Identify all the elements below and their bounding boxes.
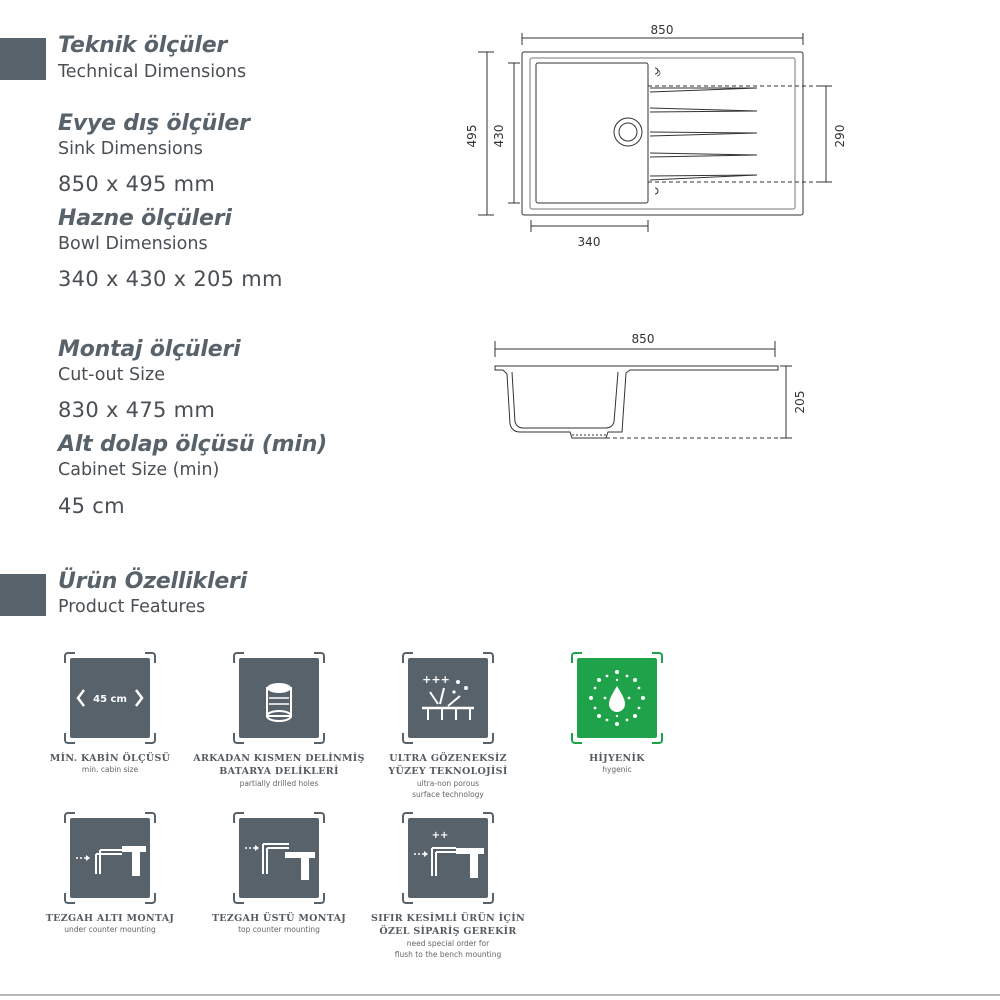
top-width-label: 850 — [650, 23, 674, 37]
bottom-divider — [0, 994, 1000, 996]
sink-dimensions-value: 850 x 495 mm — [58, 172, 216, 196]
cutout-title-tr: Montaj ölçüleri — [58, 337, 241, 362]
feature-subtitle-line1: ultra-non porous — [416, 779, 480, 788]
technical-title-tr: Teknik ölçüler — [58, 33, 228, 58]
cabinet-size-value: 45 cm — [58, 494, 125, 518]
feature-subtitle-line2: surface technology — [412, 790, 484, 799]
sink-top-view-drawing — [460, 15, 860, 265]
feature-title-line1: ULTRA GÖZENEKSİZ — [389, 753, 507, 764]
section-marker-features — [0, 574, 46, 616]
hygienic-icon — [577, 658, 657, 738]
sink-side-view-drawing — [480, 325, 820, 455]
feature-subtitle: hygenic — [602, 765, 632, 774]
svg-text:++: ++ — [431, 830, 449, 841]
feature-title-line2: ÖZEL SİPARİŞ GEREKİR — [379, 926, 517, 937]
feature-title: TEZGAH ALTI MONTAJ — [45, 913, 175, 924]
side-width-label: 850 — [631, 332, 655, 346]
cutout-size-value: 830 x 475 mm — [58, 398, 216, 422]
feature-title: HİJYENİK — [589, 753, 645, 764]
feature-subtitle: min. cabin size — [81, 765, 139, 774]
feature-title: MİN. KABİN ÖLÇÜSÜ — [49, 753, 171, 764]
cabinet-45cm-icon — [70, 658, 150, 738]
drilled-holes-icon — [239, 658, 319, 738]
technical-title-en: Technical Dimensions — [58, 62, 247, 82]
non-porous-surface-icon — [408, 658, 488, 738]
feature-title-line1: ARKADAN KISMEN DELİNMİŞ — [193, 753, 365, 764]
section-marker-technical — [0, 38, 46, 80]
features-title-en: Product Features — [58, 597, 206, 617]
feature-subtitle: top counter mounting — [238, 925, 320, 934]
bowl-title-en: Bowl Dimensions — [58, 234, 208, 254]
feature-title-line1: SIFIR KESİMLİ ÜRÜN İÇİN — [371, 913, 525, 924]
sink-title-tr: Evye dış ölçüler — [58, 111, 250, 136]
bowl-title-tr: Hazne ölçüleri — [58, 206, 232, 231]
feature-title: TEZGAH ÜSTÜ MONTAJ — [211, 913, 347, 924]
feature-subtitle-line2: flush to the bench mounting — [394, 950, 502, 959]
feature-subtitle-line1: need special order for — [406, 939, 490, 948]
side-depth-label: 205 — [793, 390, 807, 414]
flush-mounting-icon — [408, 818, 488, 898]
bowl-width-label: 340 — [577, 235, 601, 249]
sink-title-en: Sink Dimensions — [58, 139, 203, 159]
under-counter-mounting-icon — [70, 818, 150, 898]
top-counter-mounting-icon — [239, 818, 319, 898]
cutout-title-en: Cut-out Size — [58, 365, 165, 385]
cabinet-icon-label: 45 cm — [93, 694, 127, 705]
bowl-height-label: 430 — [492, 124, 506, 148]
feature-subtitle: under counter mounting — [64, 925, 156, 934]
drainer-height-label: 290 — [833, 124, 847, 148]
features-title-tr: Ürün Özellikleri — [58, 569, 248, 594]
cabinet-title-en: Cabinet Size (min) — [58, 460, 220, 480]
bowl-dimensions-value: 340 x 430 x 205 mm — [58, 267, 283, 291]
feature-subtitle: partially drilled holes — [239, 779, 319, 788]
svg-text:+++: +++ — [422, 673, 450, 686]
feature-title-line2: BATARYA DELİKLERİ — [219, 766, 339, 777]
cabinet-title-tr: Alt dolap ölçüsü (min) — [58, 432, 328, 457]
top-height-label: 495 — [465, 124, 479, 148]
feature-title-line2: YÜZEY TEKNOLOJİSİ — [388, 766, 508, 777]
